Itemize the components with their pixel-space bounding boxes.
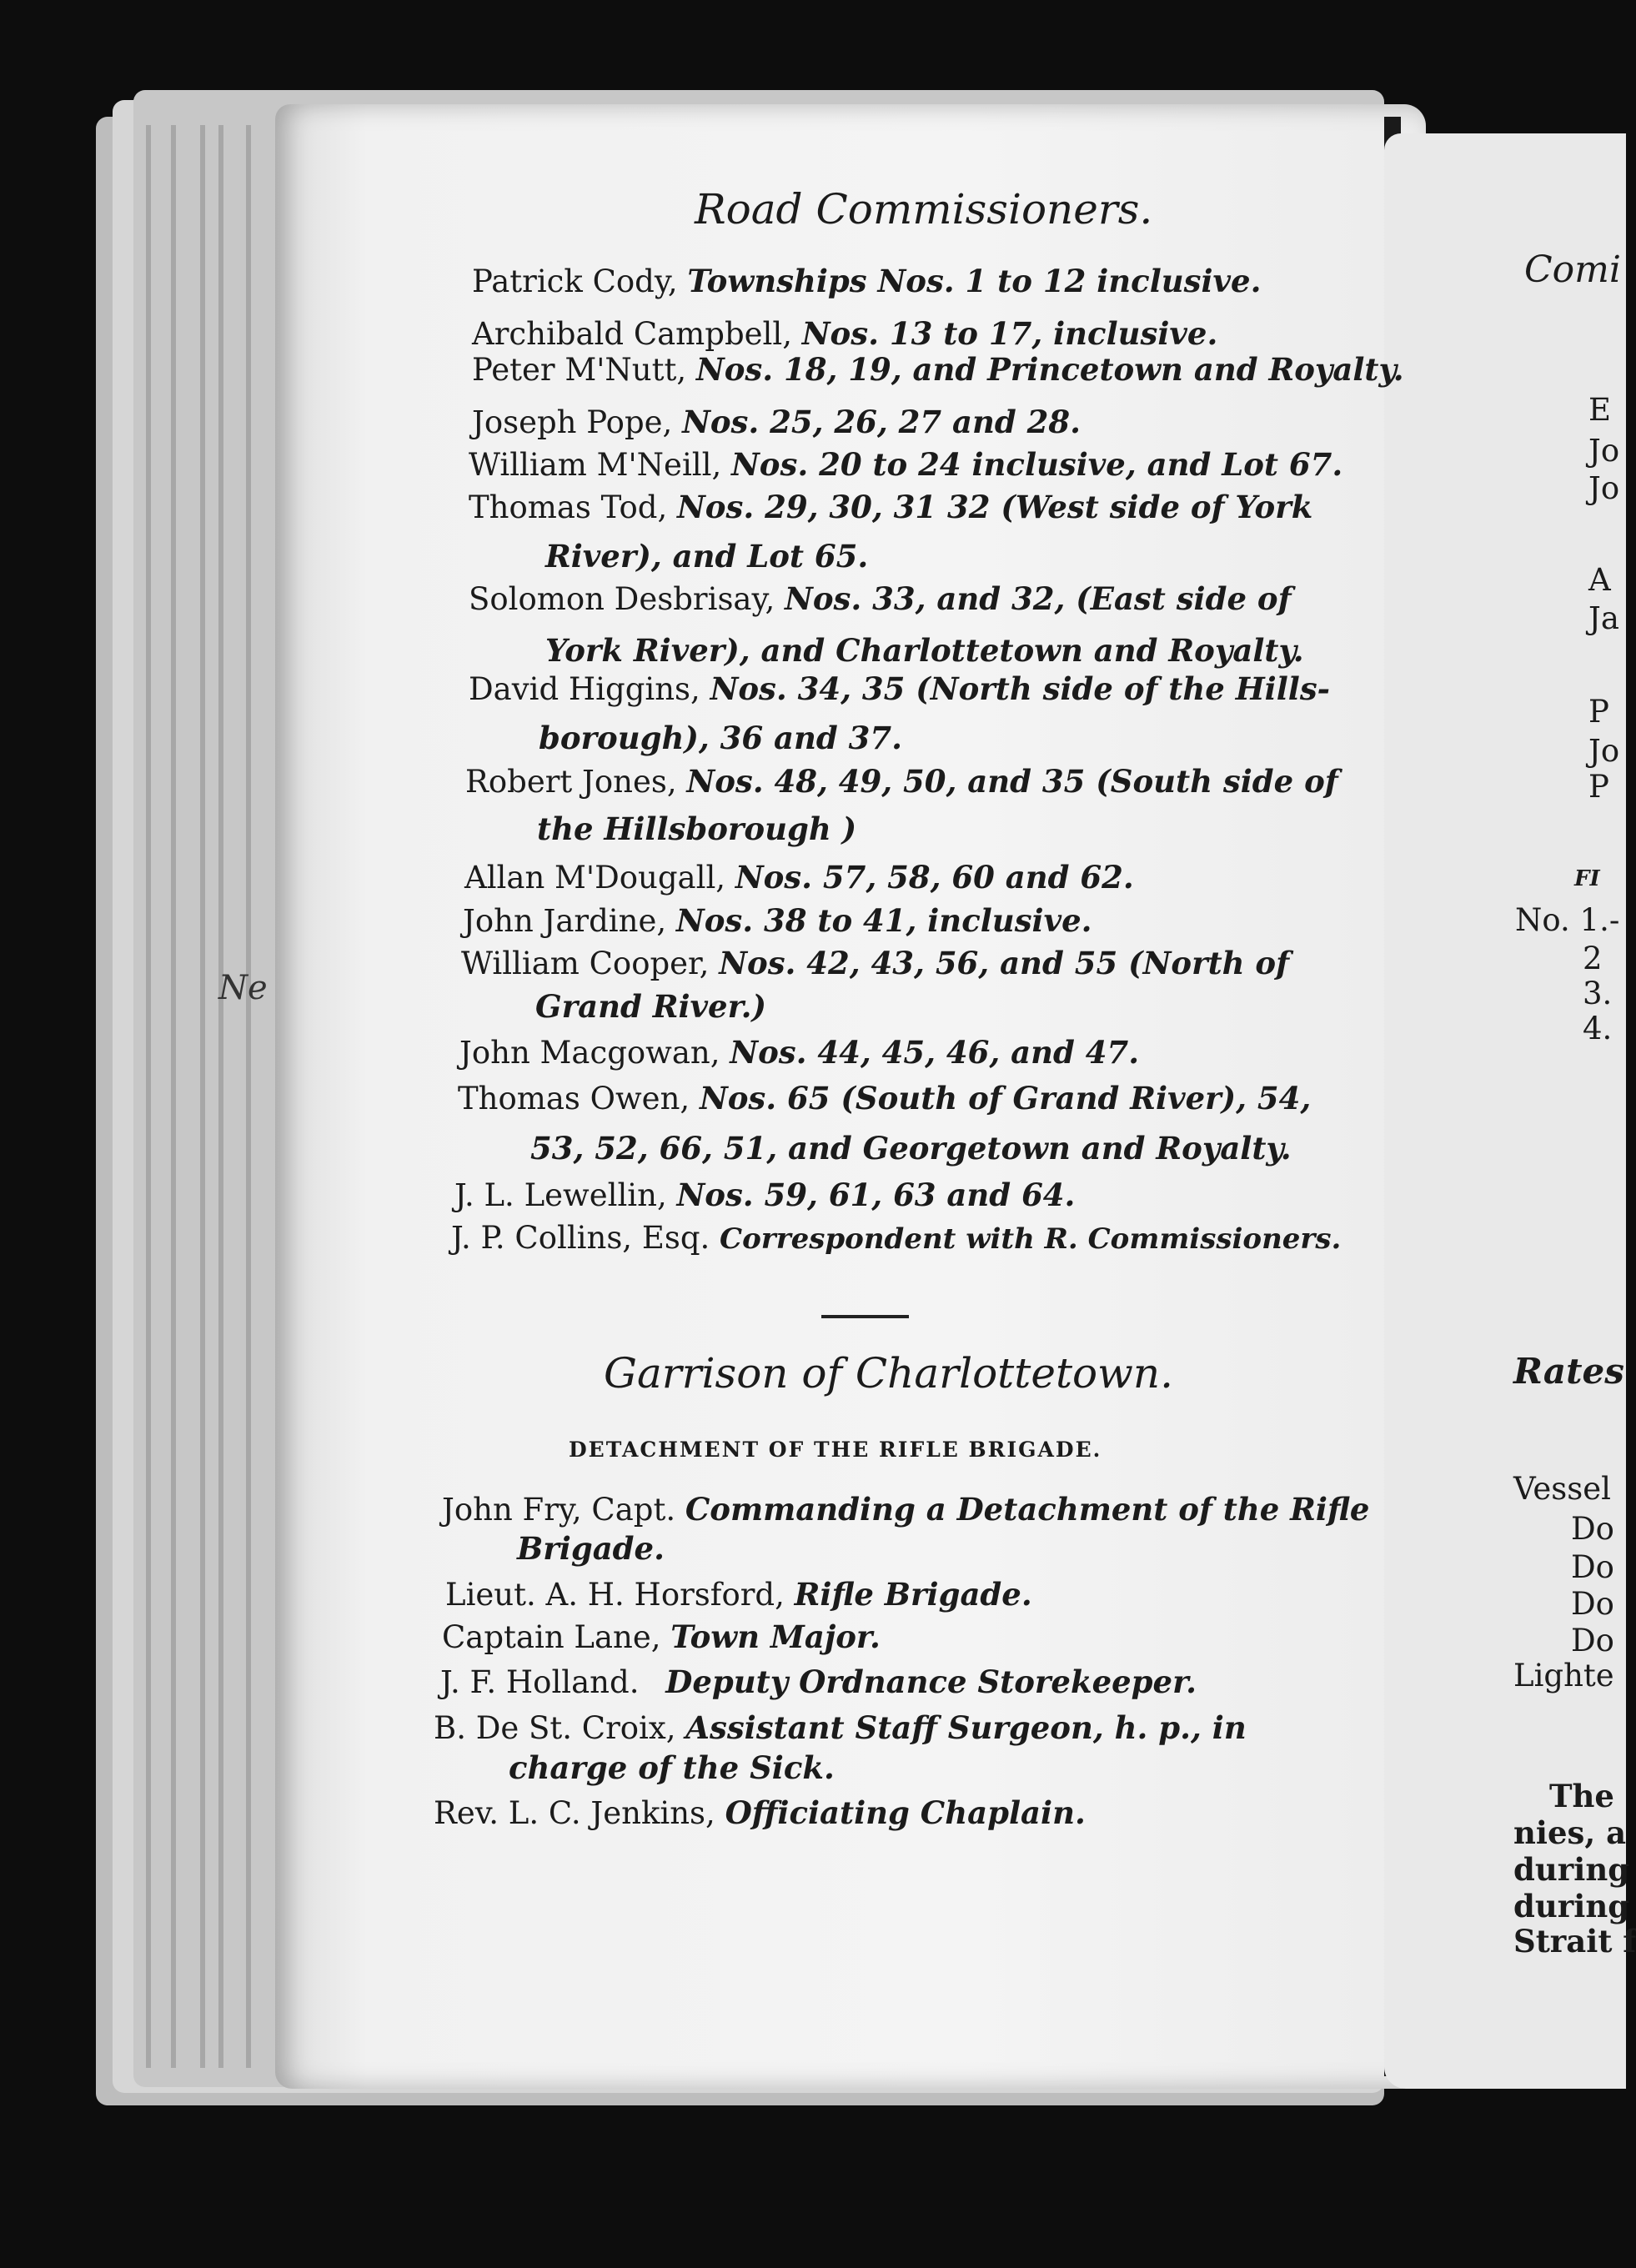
right-text-fragment: P <box>1588 769 1609 805</box>
right-numbered-item: 4. <box>1583 1011 1613 1046</box>
right-paragraph-fragment: The <box>1549 1778 1614 1814</box>
road-entry: John Macgowan, Nos. 44, 45, 46, and 47. <box>459 1034 1140 1071</box>
right-text-fragment: A <box>1588 562 1611 598</box>
garrison-entry-continued: charge of the Sick. <box>509 1749 835 1786</box>
right-paragraph-fragment: nies, a <box>1513 1814 1627 1851</box>
road-entry: Allan M'Dougall, Nos. 57, 58, 60 and 62. <box>464 859 1134 896</box>
margin-note: Ne <box>218 969 268 1007</box>
section-divider <box>821 1315 909 1318</box>
right-paragraph-fragment: Strait f <box>1513 1923 1636 1959</box>
road-commissioners-heading: Road Commissioners. <box>695 185 1153 233</box>
garrison-entry: John Fry, Capt. Commanding a Detachment of the Rifle <box>442 1491 1370 1528</box>
road-entry-continued: the Hillsborough ) <box>537 810 857 847</box>
rates-heading-fragment: Rates <box>1513 1351 1624 1392</box>
garrison-heading: Garrison of Charlottetown. <box>604 1349 1174 1397</box>
garrison-entry: Lieut. A. H. Horsford, Rifle Brigade. <box>445 1576 1032 1613</box>
right-text-fragment: Jo <box>1588 470 1620 506</box>
rates-line: Do <box>1571 1623 1614 1658</box>
road-entry: Solomon Desbrisay, Nos. 33, and 32, (East side of <box>469 580 1292 617</box>
page-edge <box>171 125 176 2068</box>
road-entry: J. L. Lewellin, Nos. 59, 61, 63 and 64. <box>454 1177 1076 1213</box>
right-numbered-item: 3. <box>1583 976 1613 1011</box>
rates-line: Do <box>1571 1586 1614 1622</box>
rates-line: Do <box>1571 1511 1614 1547</box>
road-entry: Joseph Pope, Nos. 25, 26, 27 and 28. <box>472 404 1081 440</box>
garrison-entry: Captain Lane, Town Major. <box>442 1618 881 1655</box>
road-entry-continued: York River), and Charlottetown and Royalty. <box>545 632 1304 669</box>
road-entry: Robert Jones, Nos. 48, 49, 50, and 35 (South side of <box>465 763 1338 800</box>
road-entry-continued: borough), 36 and 37. <box>539 720 903 756</box>
road-entry: Patrick Cody, Townships Nos. 1 to 12 inclusive. <box>472 263 1262 299</box>
rates-line: Vessel <box>1513 1471 1611 1507</box>
road-entry: Peter M'Nutt, Nos. 18, 19, and Princetown and Royalty. <box>472 351 1404 388</box>
right-text-fragment: Jo <box>1588 733 1620 769</box>
detachment-heading: DETACHMENT OF THE RIFLE BRIGADE. <box>569 1438 1102 1462</box>
rates-line: Lighte <box>1513 1658 1614 1693</box>
road-entry: J. P. Collins, Esq. Correspondent with R. Commissioners. <box>451 1220 1342 1256</box>
right-text-fragment: Jo <box>1588 433 1620 469</box>
road-entry: Thomas Owen, Nos. 65 (South of Grand River), 54, <box>458 1080 1312 1116</box>
right-text-fragment: E <box>1588 392 1612 428</box>
right-text-fragment: FI <box>1574 866 1600 891</box>
right-paragraph-fragment: during <box>1513 1888 1630 1924</box>
road-entry-continued: Grand River.) <box>535 988 767 1025</box>
road-entry-continued: 53, 52, 66, 51, and Georgetown and Royalty. <box>530 1130 1292 1167</box>
road-entry: William M'Neill, Nos. 20 to 24 inclusive, and Lot 67. <box>469 446 1343 483</box>
page-edge <box>246 125 251 2068</box>
road-entry: John Jardine, Nos. 38 to 41, inclusive. <box>463 902 1092 939</box>
road-entry: Thomas Tod, Nos. 29, 30, 31 32 (West side of York <box>469 489 1313 525</box>
road-entry: David Higgins, Nos. 34, 35 (North side of the Hills- <box>469 670 1331 707</box>
garrison-entry: B. De St. Croix, Assistant Staff Surgeon, h. p., in <box>434 1709 1247 1746</box>
page-edge <box>218 125 223 2068</box>
right-text-fragment: Ja <box>1588 600 1619 636</box>
road-entry: William Cooper, Nos. 42, 43, 56, and 55 (North of <box>461 945 1290 981</box>
page-edge <box>200 125 205 2068</box>
garrison-entry: J. F. Holland. Deputy Ordnance Storekeeper. <box>440 1663 1197 1700</box>
garrison-entry-continued: Brigade. <box>517 1530 665 1567</box>
road-entry-continued: River), and Lot 65. <box>545 538 869 575</box>
page-edge <box>146 125 151 2068</box>
right-numbered-item: No. 1.- <box>1515 902 1620 938</box>
right-heading-fragment: Comi <box>1524 248 1621 291</box>
right-text-fragment: P <box>1588 694 1609 730</box>
right-numbered-item: 2 <box>1583 941 1603 976</box>
right-paragraph-fragment: during <box>1513 1851 1630 1888</box>
rates-line: Do <box>1571 1549 1614 1585</box>
garrison-entry: Rev. L. C. Jenkins, Officiating Chaplain. <box>434 1794 1086 1831</box>
road-entry: Archibald Campbell, Nos. 13 to 17, inclusive. <box>472 315 1218 352</box>
